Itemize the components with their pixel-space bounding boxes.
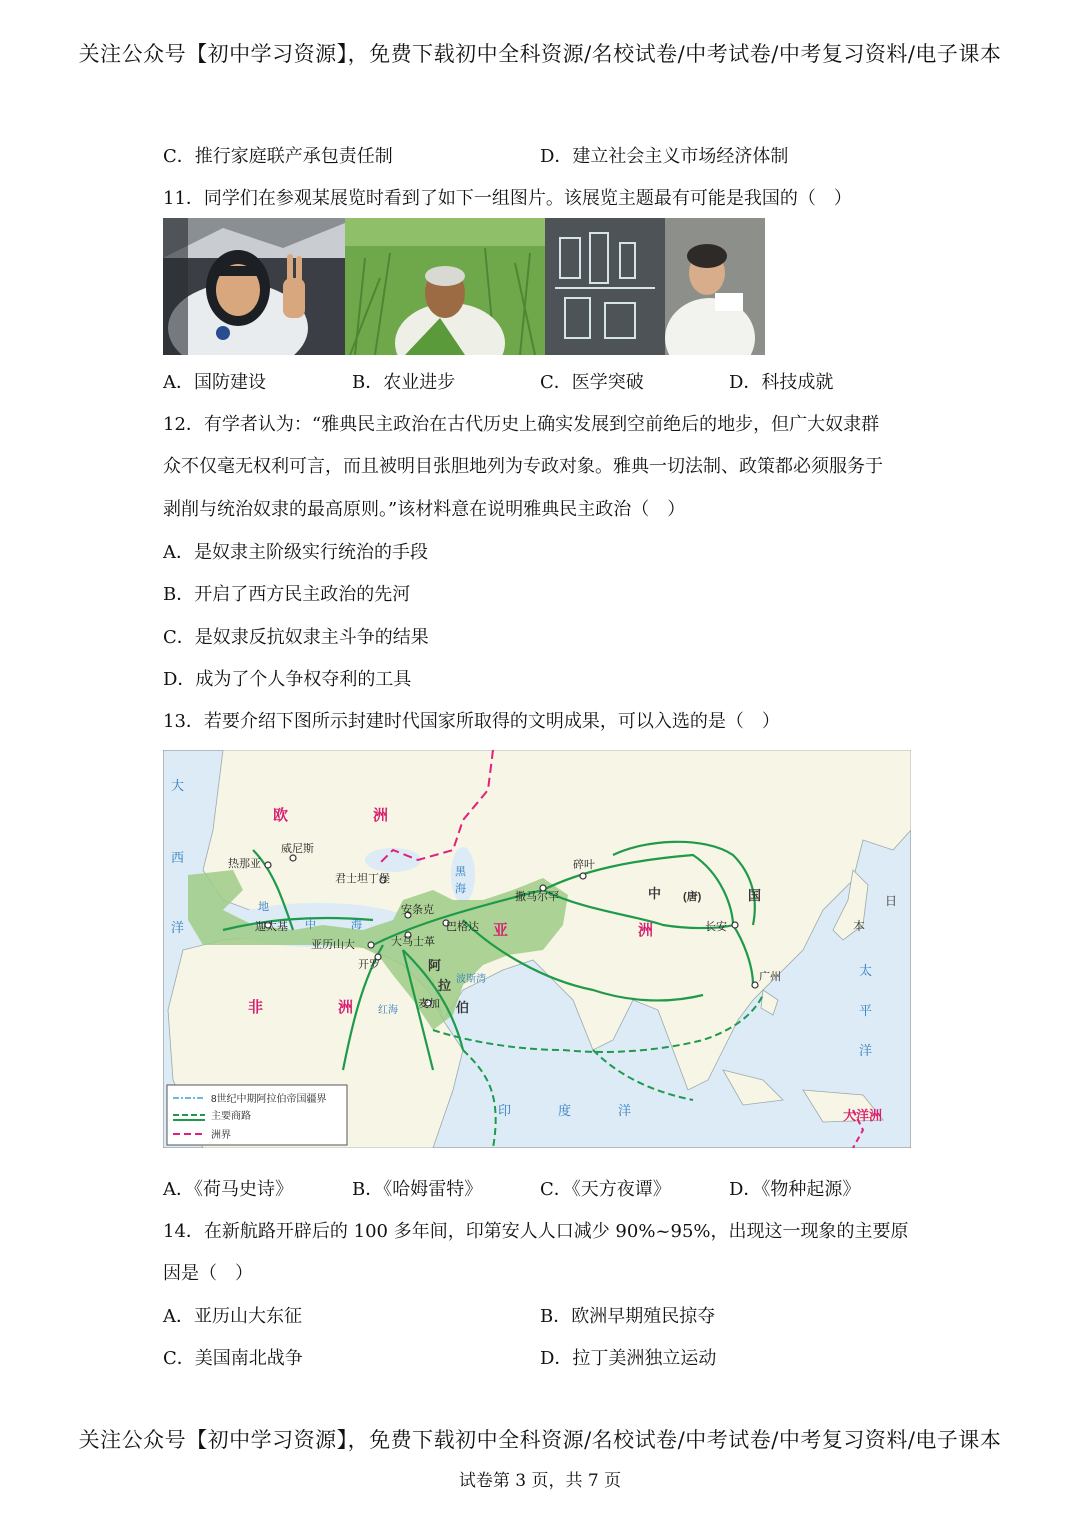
city-constantinople: 君士坦丁堡 [335, 873, 390, 885]
q14-option-c[interactable]: C．美国南北战争 [163, 1348, 303, 1369]
q11-option-b[interactable]: B．农业进步 [352, 372, 456, 393]
map-label-pacific-2: 平 [859, 1003, 873, 1018]
q12-option-c[interactable]: C．是奴隶反抗奴隶主斗争的结果 [163, 627, 429, 648]
page-footer: 试卷第 3 页，共 7 页 [458, 1471, 622, 1491]
map-label-atlantic-3: 洋 [171, 920, 185, 935]
q12-option-b[interactable]: B．开启了西方民主政治的先河 [163, 584, 411, 605]
city-genoa: 热那亚 [228, 858, 261, 870]
map-label-japan-1: 日 [885, 894, 898, 908]
q11-option-a[interactable]: A．国防建设 [163, 372, 266, 393]
map-label-europe-1: 欧 [273, 807, 289, 824]
map-label-med-1: 地 [258, 901, 269, 913]
q12-option-a[interactable]: A．是奴隶主阶级实行统治的手段 [163, 542, 428, 563]
map-label-indian-2: 度 [558, 1103, 572, 1118]
city-alexandria: 亚历山大 [311, 939, 355, 951]
bottom-banner: 关注公众号【初中学习资源】，免费下载初中全科资源/名校试卷/中考试卷/中考复习资料/电子课本 [78, 1428, 1002, 1452]
map-label-black-2: 海 [455, 883, 466, 895]
city-antioch: 安条克 [401, 904, 434, 916]
legend-continent-boundary: 洲界 [211, 1130, 231, 1141]
map-label-china-2: (唐) [683, 891, 702, 903]
map-label-japan-2: 本 [853, 919, 866, 933]
q11-stem: 11．同学们在参观某展览时看到了如下一组图片。该展览主题最有可能是我国的（ ） [163, 188, 852, 209]
city-mecca: 麦加 [418, 998, 440, 1010]
map-label-med-2: 中 [305, 919, 316, 931]
map-label-pacific-3: 洋 [859, 1043, 873, 1058]
q13-stem: 13．若要介绍下图所示封建时代国家所取得的文明成果，可以入选的是（ ） [163, 711, 780, 732]
laboratory-photo [545, 218, 765, 355]
q14-option-b[interactable]: B．欧洲早期殖民掠夺 [540, 1306, 716, 1327]
q13-option-d[interactable]: D．《物种起源》 [729, 1179, 861, 1200]
map-legend [167, 1085, 347, 1145]
map-label-pacific-1: 太 [859, 963, 873, 978]
map-label-black-1: 黑 [455, 866, 466, 878]
city-changan: 长安 [705, 921, 727, 933]
astronaut-photo [163, 218, 345, 355]
map-label-arabia-1: 阿 [428, 958, 442, 973]
q10-option-d[interactable]: D．建立社会主义市场经济体制 [540, 146, 789, 167]
map-label-asia-2: 洲 [638, 922, 654, 939]
q11-option-c[interactable]: C．医学突破 [540, 372, 644, 393]
q12-stem-line2: 众不仅毫无权利可言，而且被明目张胆地列为专政对象。雅典一切法制、政策都必须服务于 [163, 456, 883, 477]
map-label-atlantic-2: 西 [171, 850, 185, 865]
map-label-atlantic-1: 大 [171, 778, 185, 793]
city-samarkand: 撒马尔罕 [515, 891, 559, 903]
q14-stem-line2: 因是（ ） [163, 1263, 253, 1284]
map-label-europe-2: 洲 [373, 807, 389, 824]
map-label-africa-2: 洲 [338, 999, 354, 1016]
city-suyab: 碎叶 [573, 859, 595, 871]
map-label-africa-1: 非 [248, 999, 264, 1016]
map-label-china-1: 中 [648, 886, 662, 901]
legend-empire-boundary: 8世纪中期阿拉伯帝国疆界 [211, 1094, 327, 1105]
map-label-arabia-3: 伯 [456, 1000, 470, 1015]
map-label-med-3: 海 [351, 919, 362, 931]
q12-stem-line1: 12．有学者认为：“雅典民主政治在古代历史上确实发展到空前绝后的地步，但广大奴隶群 [163, 414, 880, 435]
rice-field-photo [345, 218, 545, 355]
map-label-arabia-2: 拉 [438, 978, 452, 993]
city-damascus: 大马士革 [391, 936, 435, 948]
arab-empire-map [163, 750, 911, 1148]
city-carthage: 迦太基 [255, 921, 288, 933]
q13-option-c[interactable]: C．《天方夜谭》 [540, 1179, 671, 1200]
map-label-oceania: 大洋洲 [843, 1108, 883, 1123]
q14-stem-line1: 14．在新航路开辟后的 100 多年间，印第安人人口减少 90%~95%，出现这一现象的主要原 [163, 1221, 909, 1242]
map-label-china-3: 国 [748, 888, 762, 903]
q12-option-d[interactable]: D．成为了个人争权夺利的工具 [163, 669, 412, 690]
city-cairo: 开罗 [358, 959, 380, 971]
map-label-asia-1: 亚 [493, 922, 509, 939]
map-label-indian-1: 印 [498, 1103, 512, 1118]
top-banner: 关注公众号【初中学习资源】，免费下载初中全科资源/名校试卷/中考试卷/中考复习资料/电子课本 [78, 42, 1002, 66]
map-label-indian-3: 洋 [618, 1103, 632, 1118]
city-baghdad: 巴格达 [446, 921, 479, 933]
map-label-red-sea: 红海 [378, 1005, 398, 1016]
city-guangzhou: 广州 [759, 971, 781, 983]
q14-option-d[interactable]: D．拉丁美洲独立运动 [540, 1348, 717, 1369]
q13-option-a[interactable]: A．《荷马史诗》 [163, 1179, 293, 1200]
q13-option-b[interactable]: B．《哈姆雷特》 [352, 1179, 483, 1200]
q12-stem-line3: 剥削与统治奴隶的最高原则。”该材料意在说明雅典民主政治（ ） [163, 499, 686, 520]
q14-option-a[interactable]: A．亚历山大东征 [163, 1306, 302, 1327]
map-label-gulf: 波斯湾 [456, 974, 486, 985]
q11-option-d[interactable]: D．科技成就 [729, 372, 834, 393]
q10-option-c[interactable]: C．推行家庭联产承包责任制 [163, 146, 393, 167]
legend-trade-routes: 主要商路 [211, 1111, 251, 1122]
city-venice: 威尼斯 [281, 843, 314, 855]
